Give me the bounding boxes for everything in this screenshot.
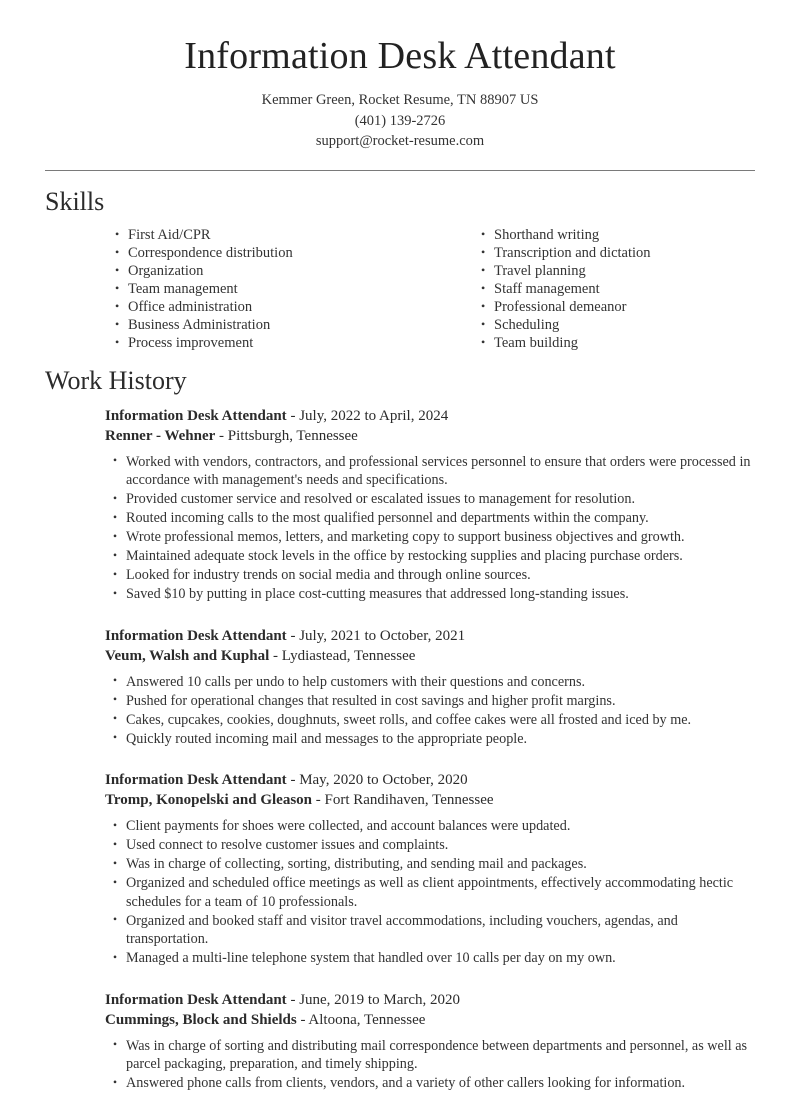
page-title: Information Desk Attendant (184, 35, 616, 77)
job-bullet: • Provided customer service and resolved or escalated issues to management for resolution. (113, 490, 755, 509)
skill-item: • Correspondence distribution (115, 244, 435, 262)
work-history-entry (45, 770, 755, 968)
job-bullet: • Managed a multi-line telephone system that handled over 10 calls per day on my own. (113, 949, 755, 968)
job-location: Pittsburgh, Tennessee (227, 427, 358, 444)
skill-item: • Team building (481, 334, 755, 352)
skill-item: • Scheduling (481, 316, 755, 334)
skill-item: • Office administration (115, 298, 435, 316)
skills-column-left (115, 226, 435, 352)
contact-block (45, 90, 755, 152)
job-title-line (45, 406, 755, 426)
job-bullet: • Was in charge of sorting and distributing mail correspondence between departments and personnel, as well as parcel packaging, preparation, and timely shipping. (113, 1037, 755, 1074)
skill-item: • Process improvement (115, 334, 435, 352)
job-bullet: • Client payments for shoes were collected, and account balances were updated. (113, 817, 755, 836)
job-location: Lydiastead, Tennessee (281, 647, 416, 664)
work-history-entry (45, 406, 755, 604)
job-bullet: • Routed incoming calls to the most qualified personnel and departments within the company. (113, 509, 755, 528)
section-heading-work-history: Work History (45, 365, 187, 395)
separator: - (286, 407, 300, 424)
separator: - (286, 627, 300, 644)
job-title: Information Desk Attendant (105, 772, 287, 788)
skill-item: • Team management (115, 280, 435, 298)
job-title: Information Desk Attendant (105, 991, 287, 1008)
job-bullet: • Organized and booked staff and visitor travel accommodations, including vouchers, agendas, and transportation. (113, 912, 755, 949)
contact-email: support@rocket-resume.com (315, 133, 485, 149)
job-title-line (45, 990, 755, 1010)
job-location: Altoona, Tennessee (308, 1011, 426, 1028)
job-company: Veum, Walsh and Kuphal (105, 647, 270, 664)
job-company-line (45, 1010, 755, 1030)
skill-item: • Professional demeanor (481, 298, 755, 316)
skill-item: • Travel planning (481, 262, 755, 280)
job-bullet-list (45, 817, 755, 968)
job-bullet: • Answered phone calls from clients, vendors, and a variety of other callers looking for information. (113, 1074, 755, 1093)
job-company: Tromp, Konopelski and Gleason (105, 792, 312, 808)
job-bullet: • Pushed for operational changes that resulted in cost savings and higher profit margins. (113, 692, 755, 711)
separator: - (286, 991, 300, 1008)
job-title-line (45, 626, 755, 646)
job-bullet: • Wrote professional memos, letters, and marketing copy to support business objectives and growth. (113, 528, 755, 547)
job-company-line (45, 646, 755, 666)
skill-item: • First Aid/CPR (115, 226, 435, 244)
skill-item: • Business Administration (115, 316, 435, 334)
skill-item: • Transcription and dictation (481, 244, 755, 262)
separator: - (286, 772, 300, 788)
skills-list-left (115, 226, 435, 352)
job-dates: May, 2020 to October, 2020 (299, 772, 468, 788)
job-company-line (45, 790, 755, 810)
job-bullet: • Maintained adequate stock levels in the office by restocking supplies and placing purchase orders. (113, 547, 755, 566)
skills-columns (45, 226, 755, 352)
job-bullet: • Used connect to resolve customer issues and complaints. (113, 836, 755, 855)
job-bullet: • Worked with vendors, contractors, and professional services personnel to ensure that orders were processed in accordance with management's needs and specifications. (113, 453, 755, 490)
work-history-entry (45, 990, 755, 1093)
skills-column-right (435, 226, 755, 352)
contact-address: Kemmer Green, Rocket Resume, TN 88907 US (261, 92, 539, 108)
skill-item: • Shorthand writing (481, 226, 755, 244)
job-title-line (45, 770, 755, 790)
job-bullet: • Organized and scheduled office meetings as well as client appointments, effectively accommodating hectic schedules for a team of 10 professionals. (113, 874, 755, 911)
job-bullet-list (45, 1037, 755, 1093)
resume-header (45, 0, 755, 152)
skills-list-right (481, 226, 755, 352)
job-bullet: • Answered 10 calls per undo to help customers with their questions and concerns. (113, 673, 755, 692)
job-title: Information Desk Attendant (105, 407, 287, 424)
job-location: Fort Randihaven, Tennessee (324, 792, 494, 808)
job-title: Information Desk Attendant (105, 627, 287, 644)
job-dates: July, 2022 to April, 2024 (299, 407, 449, 424)
job-bullet: • Quickly routed incoming mail and messages to the appropriate people. (113, 730, 755, 749)
separator: - (269, 647, 282, 664)
separator: - (312, 792, 325, 808)
work-history-list (45, 406, 755, 1093)
job-bullet: • Saved $10 by putting in place cost-cutting measures that addressed long-standing issues. (113, 585, 755, 604)
job-company-line (45, 426, 755, 446)
skill-item: • Organization (115, 262, 435, 280)
job-dates: July, 2021 to October, 2021 (299, 627, 466, 644)
separator: - (215, 427, 228, 444)
job-company: Cummings, Block and Shields (105, 1011, 297, 1028)
separator: - (296, 1011, 309, 1028)
job-bullet: • Cakes, cupcakes, cookies, doughnuts, sweet rolls, and coffee cakes were all frosted and iced by me. (113, 711, 755, 730)
job-bullet-list (45, 673, 755, 749)
job-company: Renner - Wehner (105, 427, 216, 444)
work-history-entry (45, 626, 755, 749)
job-bullet: • Looked for industry trends on social media and through online sources. (113, 566, 755, 585)
section-heading-skills: Skills (45, 186, 105, 216)
job-bullet: • Was in charge of collecting, sorting, distributing, and sending mail and packages. (113, 855, 755, 874)
contact-phone: (401) 139-2726 (354, 112, 446, 129)
job-dates: June, 2019 to March, 2020 (299, 991, 460, 1008)
job-bullet-list (45, 453, 755, 604)
skill-item: • Staff management (481, 280, 755, 298)
